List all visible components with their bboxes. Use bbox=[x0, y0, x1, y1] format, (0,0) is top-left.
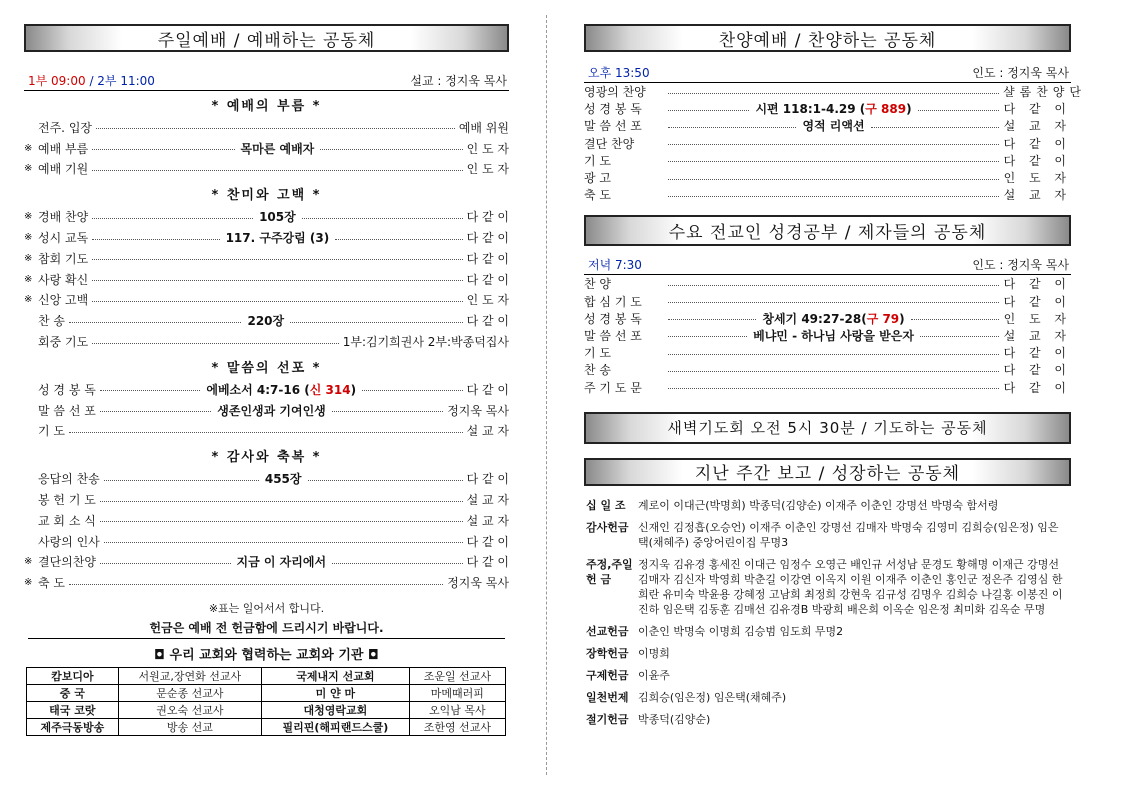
order-item bbox=[584, 361, 1071, 378]
offering-notice: 헌금은 예배 전 헌금함에 드리시기 바랍니다. bbox=[28, 618, 505, 639]
report-item bbox=[586, 646, 1069, 661]
leader-dots bbox=[104, 470, 463, 487]
report-names: 이윤주 bbox=[638, 668, 670, 682]
item-detail bbox=[211, 402, 332, 419]
report-label: 구제헌금 bbox=[586, 668, 629, 682]
dot-leader bbox=[92, 170, 462, 171]
item-name: 기 도 bbox=[38, 424, 65, 439]
stand-mark: ※ bbox=[24, 232, 33, 244]
scripture-hymn-number: 구 889 bbox=[865, 102, 907, 117]
item-leader: 다 같 이 bbox=[466, 472, 509, 487]
leader-dots bbox=[92, 256, 462, 260]
item-name: 경배 찬양 bbox=[38, 210, 89, 225]
dot-leader bbox=[668, 196, 999, 197]
item-name: 전주. 입장 bbox=[38, 120, 92, 135]
item-leader: 설 교 자 bbox=[1003, 119, 1071, 134]
dot-leader bbox=[332, 563, 463, 564]
stand-mark: ※ bbox=[24, 211, 33, 223]
dot-leader bbox=[918, 110, 999, 111]
dawn-prayer-header: 새벽기도회 오전 5시 30분 / 기도하는 공동체 bbox=[584, 412, 1071, 444]
item-detail-text: 220장 bbox=[247, 314, 285, 329]
item-leader: 다 같 이 bbox=[466, 382, 509, 397]
worship-item bbox=[24, 269, 509, 290]
dot-leader bbox=[100, 411, 211, 412]
item-name: 영광의 찬양 bbox=[584, 85, 646, 100]
leader-dots bbox=[100, 381, 463, 398]
order-item bbox=[584, 100, 1071, 117]
item-detail-text: 베냐민 - 하나님 사랑을 받은자 bbox=[753, 328, 914, 343]
leader-dots bbox=[69, 312, 463, 329]
item-name: 광 고 bbox=[584, 171, 611, 186]
partner-cell: 캄보디아 bbox=[27, 668, 119, 685]
dot-leader bbox=[668, 354, 999, 355]
service-time-separator: / bbox=[85, 74, 98, 88]
praise-leader: 인도 : 정지욱 목사 bbox=[972, 66, 1069, 80]
item-name: 참회 기도 bbox=[38, 251, 89, 266]
leader-dots bbox=[92, 340, 339, 344]
item-name: 찬 송 bbox=[584, 363, 611, 378]
item-leader: 정지욱 목사 bbox=[447, 403, 509, 418]
partner-cell: 대청영락교회 bbox=[262, 702, 410, 719]
report-names: 박종덕(김양순) bbox=[638, 712, 711, 726]
item-leader: 정지욱 목사 bbox=[447, 576, 509, 591]
report-item bbox=[586, 624, 1069, 639]
dot-leader bbox=[668, 319, 756, 320]
page-divider bbox=[546, 15, 547, 775]
item-leader: 다 같 이 bbox=[466, 314, 509, 329]
dot-leader bbox=[92, 301, 462, 302]
leader-dots bbox=[668, 310, 999, 327]
left-column bbox=[24, 0, 509, 736]
dot-leader bbox=[69, 432, 463, 433]
item-leader: 다 같 이 bbox=[1003, 294, 1071, 309]
order-item bbox=[584, 186, 1071, 203]
item-leader: 다 같 이 bbox=[466, 251, 509, 266]
report-label: 주정,주일 헌 금 bbox=[586, 557, 633, 586]
worship-item bbox=[24, 489, 509, 510]
dot-leader bbox=[668, 127, 796, 128]
order-item bbox=[584, 327, 1071, 344]
leader-dots bbox=[668, 351, 999, 355]
worship-item bbox=[24, 117, 509, 138]
leader-dots bbox=[668, 193, 999, 197]
report-names: 신재인 김정흡(오승언) 이재주 이춘인 강명선 김매자 박명숙 김영미 김희승(임은정) 임은택(채혜주) 중앙어린이집 무명3 bbox=[638, 520, 1059, 549]
item-leader: 다 같 이 bbox=[1003, 346, 1071, 361]
worship-item bbox=[24, 227, 509, 248]
worship-item bbox=[24, 531, 509, 552]
stand-mark: ※ bbox=[24, 556, 33, 568]
dot-leader bbox=[302, 218, 463, 219]
scripture-hymn-number: 구 79 bbox=[866, 311, 900, 326]
report-names: 김희승(임은정) 임은택(채혜주) bbox=[638, 690, 787, 704]
item-name: 사랑의 인사 bbox=[38, 534, 100, 549]
leader-dots bbox=[100, 498, 463, 502]
right-column bbox=[584, 0, 1086, 734]
order-item bbox=[584, 135, 1071, 152]
leader-dots bbox=[69, 581, 443, 585]
report-label: 절기헌금 bbox=[586, 712, 629, 726]
partner-cell: 문순종 선교사 bbox=[118, 685, 261, 702]
standing-note: ※표는 일어서서 합니다. bbox=[208, 602, 325, 616]
item-leader: 예배 위원 bbox=[458, 120, 509, 135]
item-leader: 다 같 이 bbox=[1003, 153, 1071, 168]
item-name: 합 심 기 도 bbox=[584, 294, 642, 309]
report-label: 선교헌금 bbox=[586, 624, 629, 638]
item-leader: 인 도 자 bbox=[1003, 171, 1071, 186]
worship-item bbox=[24, 379, 509, 400]
praise-worship-header: 찬양예배 / 찬양하는 공동체 bbox=[584, 24, 1071, 52]
item-leader: 인 도 자 bbox=[466, 141, 509, 156]
leader-dots bbox=[668, 141, 999, 145]
dot-leader bbox=[308, 480, 463, 481]
leader-dots bbox=[668, 176, 999, 180]
report-names: 계로이 이대근(박명희) 박종덕(김양순) 이재주 이춘인 강명선 박명숙 함서령 bbox=[638, 498, 999, 512]
item-leader: 인 도 자 bbox=[466, 162, 509, 177]
praise-order bbox=[584, 83, 1086, 203]
partner-cell: 제주극동방송 bbox=[27, 719, 119, 736]
worship-item bbox=[24, 572, 509, 593]
partner-cell: 방송 선교 bbox=[118, 719, 261, 736]
report-item bbox=[586, 520, 1069, 550]
item-leader: 샬롬찬양단 bbox=[1003, 85, 1086, 100]
leader-dots bbox=[92, 277, 462, 281]
leader-dots bbox=[668, 282, 999, 286]
item-leader: 설 교 자 bbox=[1003, 328, 1071, 343]
item-name: 주 기 도 문 bbox=[584, 380, 642, 395]
item-detail-text: 생존인생과 기여인생 bbox=[217, 403, 326, 418]
leader-dots bbox=[668, 299, 999, 303]
dot-leader bbox=[668, 110, 749, 111]
worship-item bbox=[24, 206, 509, 227]
partner-cell: 미 얀 마 bbox=[262, 685, 410, 702]
item-detail bbox=[749, 100, 917, 117]
leader-dots bbox=[69, 429, 463, 433]
leader-dots bbox=[100, 553, 463, 570]
scripture-hymn-number: 신 314 bbox=[309, 382, 351, 397]
item-leader: 다 같 이 bbox=[466, 555, 509, 570]
leader-dots bbox=[100, 402, 443, 419]
stand-mark: ※ bbox=[24, 252, 33, 264]
partner-cell: 서원교,장연화 선교사 bbox=[118, 668, 261, 685]
stand-mark: ※ bbox=[24, 577, 33, 589]
partner-churches-title: ◘ 우리 교회와 협력하는 교회와 기관 ◘ bbox=[154, 648, 379, 664]
order-item bbox=[584, 169, 1071, 186]
item-name: 결단의찬양 bbox=[38, 555, 96, 570]
item-name: 기 도 bbox=[584, 153, 611, 168]
item-detail-text: 지금 이 자리에서 bbox=[236, 555, 327, 570]
dot-leader bbox=[332, 411, 443, 412]
report-item bbox=[586, 690, 1069, 705]
dot-leader bbox=[911, 319, 999, 320]
weekly-report bbox=[584, 498, 1071, 727]
report-label: 십 일 조 bbox=[586, 498, 626, 512]
leader-dots bbox=[668, 158, 999, 162]
dot-leader bbox=[668, 93, 999, 94]
item-name: 사랑 확신 bbox=[38, 272, 89, 287]
item-detail-text: 117. 구주강림 (3) bbox=[225, 231, 330, 246]
worship-item bbox=[24, 510, 509, 531]
partner-cell: 필리핀(해피랜드스쿨) bbox=[262, 719, 410, 736]
dot-leader bbox=[92, 239, 219, 240]
dot-leader bbox=[920, 336, 999, 337]
item-name: 찬 양 bbox=[584, 277, 611, 292]
item-leader: 다 같 이 bbox=[466, 534, 509, 549]
item-name: 축 도 bbox=[38, 576, 65, 591]
leader-dots bbox=[92, 167, 462, 171]
partner-cell: 조한영 선교사 bbox=[409, 719, 505, 736]
dot-leader bbox=[668, 336, 747, 337]
partner-cell: 국제내지 선교회 bbox=[262, 668, 410, 685]
partner-row bbox=[27, 668, 506, 685]
item-detail bbox=[241, 312, 290, 329]
weekly-report-header: 지난 주간 보고 / 성장하는 공동체 bbox=[584, 458, 1071, 486]
item-leader: 설 교 자 bbox=[466, 493, 509, 508]
praise-service-time: 오후 13:50 bbox=[588, 66, 650, 80]
item-detail-close: ) bbox=[350, 382, 357, 397]
dot-leader bbox=[668, 285, 999, 286]
item-detail bbox=[756, 310, 910, 327]
leader-dots bbox=[104, 539, 463, 543]
partner-cell: 중 국 bbox=[27, 685, 119, 702]
worship-item bbox=[24, 290, 509, 311]
item-name: 봉 헌 기 도 bbox=[38, 493, 96, 508]
item-detail bbox=[253, 208, 302, 225]
order-item bbox=[584, 344, 1071, 361]
item-detail-text: 105장 bbox=[259, 210, 296, 225]
item-name: 말 씀 선 포 bbox=[584, 328, 642, 343]
order-item bbox=[584, 152, 1071, 169]
report-item bbox=[586, 557, 1069, 617]
item-name: 예배 기원 bbox=[38, 162, 89, 177]
leader-dots bbox=[668, 117, 999, 134]
order-item bbox=[584, 293, 1071, 310]
section-title: * 찬미와 고백 * bbox=[211, 188, 322, 204]
praise-service-info bbox=[584, 64, 1071, 83]
dot-leader bbox=[290, 322, 462, 323]
wednesday-service-info bbox=[584, 256, 1071, 275]
item-name: 신앙 고백 bbox=[38, 293, 89, 308]
item-name: 성 경 봉 독 bbox=[38, 382, 96, 397]
section-title: * 말씀의 선포 * bbox=[211, 360, 322, 376]
dot-leader bbox=[100, 501, 463, 502]
item-name: 응답의 찬송 bbox=[38, 472, 100, 487]
sunday-worship-header: 주일예배 / 예배하는 공동체 bbox=[24, 24, 509, 52]
item-name: 성 경 봉 독 bbox=[584, 311, 642, 326]
report-item bbox=[586, 668, 1069, 683]
report-label: 장학헌금 bbox=[586, 646, 629, 660]
item-name: 교 회 소 식 bbox=[38, 513, 96, 528]
item-detail bbox=[796, 117, 870, 134]
item-detail-close: ) bbox=[906, 102, 912, 117]
dot-leader bbox=[668, 371, 999, 372]
dot-leader bbox=[100, 390, 201, 391]
wednesday-order bbox=[584, 275, 1071, 395]
dot-leader bbox=[92, 259, 462, 260]
report-names: 정지욱 김유경 홍세진 이대근 임정수 오영근 배인규 서성남 문경도 황해명 이재근 강명선 김매자 김신자 박영희 박춘길 이강연 이옥지 이원 이재주 이춘인 홍인군 정은주 김영심 한희란 유미숙 박윤용 강혜정 고남희 최정희 강현욱 김규성 김명우 김희승 나길홍 이봉진 이진하 임은택 김동훈 김매선 김유경B 박광희 배은희 이옥순 임은정 최미화 김옥순 무명 bbox=[638, 557, 1063, 616]
dot-leader bbox=[668, 179, 999, 180]
item-leader: 다 같 이 bbox=[466, 231, 509, 246]
dot-leader bbox=[668, 161, 999, 162]
dot-leader bbox=[92, 218, 253, 219]
stand-mark: ※ bbox=[24, 163, 33, 175]
second-service-time: 2부 11:00 bbox=[97, 74, 155, 88]
item-name: 성시 교독 bbox=[38, 231, 89, 246]
order-item bbox=[584, 378, 1071, 395]
item-leader: 설 교 자 bbox=[466, 424, 509, 439]
item-name: 기 도 bbox=[584, 346, 611, 361]
leader-dots bbox=[668, 100, 999, 117]
item-detail-text: 455장 bbox=[264, 472, 302, 487]
item-leader: 설 교 자 bbox=[1003, 188, 1071, 203]
item-leader: 다 같 이 bbox=[1003, 102, 1071, 117]
worship-item bbox=[24, 331, 509, 352]
item-name: 말 씀 선 포 bbox=[38, 403, 96, 418]
item-detail-text: 시편 118:1-4.29 ( bbox=[755, 102, 866, 117]
dot-leader bbox=[92, 149, 234, 150]
stand-mark: ※ bbox=[24, 273, 33, 285]
order-item bbox=[584, 275, 1071, 292]
report-label: 일천번제 bbox=[586, 690, 629, 704]
stand-mark: ※ bbox=[24, 142, 33, 154]
partner-cell: 조운일 선교사 bbox=[409, 668, 505, 685]
dot-leader bbox=[335, 239, 462, 240]
dot-leader bbox=[92, 343, 339, 344]
item-detail-text: 목마른 예배자 bbox=[240, 141, 315, 156]
leader-dots bbox=[668, 385, 999, 389]
dot-leader bbox=[100, 521, 463, 522]
leader-dots bbox=[100, 518, 463, 522]
wednesday-study-header: 수요 전교인 성경공부 / 제자들의 공동체 bbox=[584, 215, 1071, 246]
item-name: 찬 송 bbox=[38, 314, 65, 329]
sermon-by: 설교 : 정지욱 목사 bbox=[410, 74, 507, 88]
partner-cell: 오익남 목사 bbox=[409, 702, 505, 719]
item-detail bbox=[220, 229, 336, 246]
item-leader: 다 같 이 bbox=[1003, 380, 1071, 395]
item-name: 말 씀 선 포 bbox=[584, 119, 642, 134]
item-detail bbox=[259, 470, 308, 487]
leader-dots bbox=[92, 229, 462, 246]
partner-row bbox=[27, 702, 506, 719]
item-detail bbox=[200, 381, 362, 398]
worship-order bbox=[24, 97, 509, 600]
dot-leader bbox=[104, 542, 463, 543]
leader-dots bbox=[668, 327, 999, 344]
wednesday-leader: 인도 : 정지욱 목사 bbox=[972, 258, 1069, 273]
worship-item bbox=[24, 552, 509, 573]
partner-cell: 권오숙 선교사 bbox=[118, 702, 261, 719]
item-leader: 다 같 이 bbox=[466, 272, 509, 287]
leader-dots bbox=[96, 125, 455, 129]
sunday-service-info bbox=[24, 72, 509, 91]
leader-dots bbox=[92, 208, 462, 225]
dot-leader bbox=[668, 144, 999, 145]
item-leader: 인 도 자 bbox=[1003, 311, 1071, 326]
worship-item bbox=[24, 138, 509, 159]
report-item bbox=[586, 712, 1069, 727]
worship-item bbox=[24, 421, 509, 442]
report-names: 이명희 bbox=[638, 646, 670, 660]
item-leader: 다 같 이 bbox=[1003, 277, 1071, 292]
worship-item bbox=[24, 248, 509, 269]
dot-leader bbox=[104, 480, 259, 481]
item-name: 성 경 봉 독 bbox=[584, 102, 642, 117]
leader-dots bbox=[92, 140, 462, 157]
item-detail bbox=[231, 553, 333, 570]
dot-leader bbox=[69, 584, 443, 585]
item-detail-text: 영적 리액션 bbox=[802, 119, 865, 134]
order-item bbox=[584, 83, 1086, 100]
section-title: * 예배의 부름 * bbox=[211, 99, 322, 114]
order-item bbox=[584, 117, 1071, 134]
dot-leader bbox=[92, 280, 462, 281]
first-service-time: 1부 09:00 bbox=[28, 74, 86, 88]
dot-leader bbox=[362, 390, 463, 391]
partner-cell: 마메때러피 bbox=[409, 685, 505, 702]
item-name: 결단 찬양 bbox=[584, 136, 635, 151]
leader-dots bbox=[92, 298, 462, 302]
item-detail bbox=[747, 327, 920, 344]
order-item bbox=[584, 310, 1071, 327]
item-leader: 다 같 이 bbox=[1003, 363, 1071, 378]
dot-leader bbox=[668, 302, 999, 303]
stand-mark: ※ bbox=[24, 294, 33, 306]
dot-leader bbox=[69, 322, 241, 323]
report-names: 이춘인 박명숙 이명희 김승범 임도희 무명2 bbox=[638, 624, 844, 638]
item-leader: 다 같 이 bbox=[1003, 136, 1071, 151]
partner-row bbox=[27, 719, 506, 736]
leader-dots bbox=[668, 90, 999, 94]
report-item bbox=[586, 498, 1069, 513]
dot-leader bbox=[96, 128, 455, 129]
worship-item bbox=[24, 468, 509, 489]
item-name: 축 도 bbox=[584, 188, 611, 203]
item-detail-text: 에베소서 4:7-16 ( bbox=[206, 382, 310, 397]
item-name: 회중 기도 bbox=[38, 335, 89, 350]
partner-churches-table bbox=[26, 667, 506, 736]
worship-item bbox=[24, 400, 509, 421]
item-leader: 인 도 자 bbox=[466, 293, 509, 308]
item-leader: 설 교 자 bbox=[466, 513, 509, 528]
report-label: 감사헌금 bbox=[586, 520, 629, 534]
leader-dots bbox=[668, 368, 999, 372]
section-title: * 감사와 축복 * bbox=[211, 450, 322, 466]
dot-leader bbox=[320, 149, 462, 150]
worship-item bbox=[24, 310, 509, 331]
dot-leader bbox=[871, 127, 999, 128]
partner-cell: 태국 코랏 bbox=[27, 702, 119, 719]
item-detail-close: ) bbox=[899, 311, 905, 326]
item-leader: 1부:김기희권사 2부:박종덕집사 bbox=[342, 335, 509, 350]
item-detail bbox=[235, 140, 321, 157]
partner-row bbox=[27, 685, 506, 702]
dot-leader bbox=[100, 563, 231, 564]
service-times bbox=[28, 72, 155, 89]
wednesday-service-time: 저녁 7:30 bbox=[588, 258, 642, 273]
dot-leader bbox=[668, 388, 999, 389]
item-detail-text: 창세기 49:27-28( bbox=[762, 311, 867, 326]
item-leader: 다 같 이 bbox=[466, 210, 509, 225]
item-name: 예배 부름 bbox=[38, 141, 89, 156]
worship-item bbox=[24, 159, 509, 180]
